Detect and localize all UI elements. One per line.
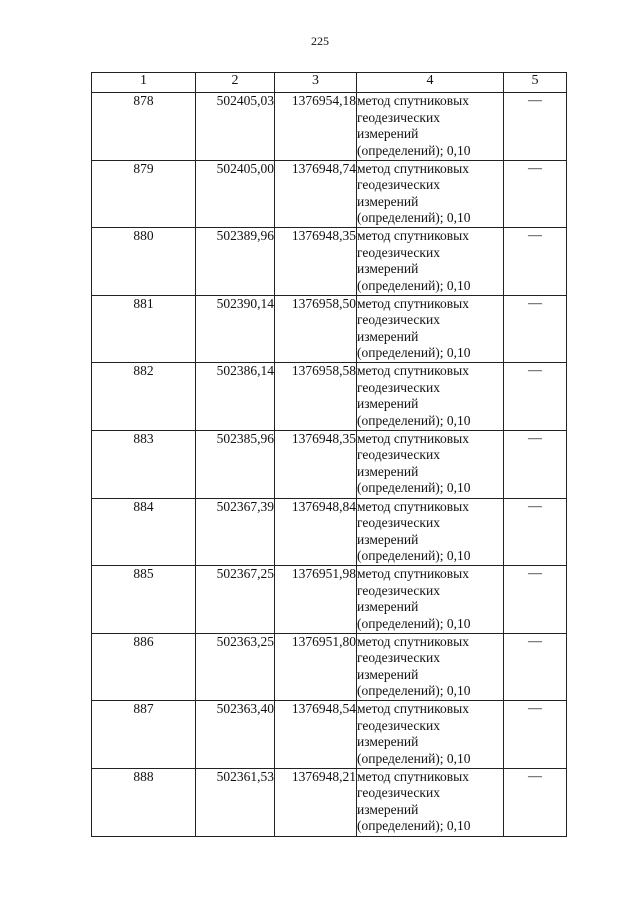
table-row (92, 498, 567, 566)
column-header-2: 2 (196, 73, 275, 93)
description-cell: — (504, 93, 567, 161)
description-cell: — (504, 295, 567, 363)
table-row (92, 633, 567, 701)
method-accuracy-cell: метод спутниковых геодезических измерений (определений); 0,10 (357, 228, 504, 296)
y-coordinate-cell: 1376948,54 (275, 701, 357, 769)
table-row (92, 295, 567, 363)
table-row (92, 160, 567, 228)
point-number-cell: 878 (92, 93, 196, 161)
method-accuracy-cell: метод спутниковых геодезических измерений (определений); 0,10 (357, 160, 504, 228)
description-cell: — (504, 701, 567, 769)
y-coordinate-cell: 1376951,80 (275, 633, 357, 701)
method-accuracy-cell: метод спутниковых геодезических измерений (определений); 0,10 (357, 363, 504, 431)
coordinates-table (91, 72, 567, 837)
y-coordinate-cell: 1376951,98 (275, 566, 357, 634)
description-cell: — (504, 768, 567, 836)
method-accuracy-cell: метод спутниковых геодезических измерений (определений); 0,10 (357, 768, 504, 836)
method-accuracy-cell: метод спутниковых геодезических измерений (определений); 0,10 (357, 430, 504, 498)
table-header-row (92, 73, 567, 93)
table-row (92, 768, 567, 836)
x-coordinate-cell: 502363,40 (196, 701, 275, 769)
description-cell: — (504, 160, 567, 228)
x-coordinate-cell: 502361,53 (196, 768, 275, 836)
table-row (92, 93, 567, 161)
table-row (92, 701, 567, 769)
y-coordinate-cell: 1376948,35 (275, 430, 357, 498)
method-accuracy-cell: метод спутниковых геодезических измерений (определений); 0,10 (357, 498, 504, 566)
y-coordinate-cell: 1376948,21 (275, 768, 357, 836)
description-cell: — (504, 363, 567, 431)
table-row (92, 430, 567, 498)
point-number-cell: 883 (92, 430, 196, 498)
point-number-cell: 879 (92, 160, 196, 228)
x-coordinate-cell: 502363,25 (196, 633, 275, 701)
method-accuracy-cell: метод спутниковых геодезических измерений (определений); 0,10 (357, 93, 504, 161)
y-coordinate-cell: 1376958,50 (275, 295, 357, 363)
column-header-4: 4 (357, 73, 504, 93)
method-accuracy-cell: метод спутниковых геодезических измерений (определений); 0,10 (357, 633, 504, 701)
column-header-1: 1 (92, 73, 196, 93)
page-number: 225 (311, 34, 329, 48)
y-coordinate-cell: 1376958,58 (275, 363, 357, 431)
column-header-3: 3 (275, 73, 357, 93)
x-coordinate-cell: 502389,96 (196, 228, 275, 296)
point-number-cell: 885 (92, 566, 196, 634)
point-number-cell: 882 (92, 363, 196, 431)
x-coordinate-cell: 502405,03 (196, 93, 275, 161)
point-number-cell: 887 (92, 701, 196, 769)
x-coordinate-cell: 502367,39 (196, 498, 275, 566)
method-accuracy-cell: метод спутниковых геодезических измерений (определений); 0,10 (357, 295, 504, 363)
description-cell: — (504, 566, 567, 634)
column-header-5: 5 (504, 73, 567, 93)
x-coordinate-cell: 502405,00 (196, 160, 275, 228)
y-coordinate-cell: 1376948,74 (275, 160, 357, 228)
description-cell: — (504, 228, 567, 296)
description-cell: — (504, 633, 567, 701)
method-accuracy-cell: метод спутниковых геодезических измерений (определений); 0,10 (357, 701, 504, 769)
table-row (92, 228, 567, 296)
point-number-cell: 888 (92, 768, 196, 836)
x-coordinate-cell: 502385,96 (196, 430, 275, 498)
y-coordinate-cell: 1376954,18 (275, 93, 357, 161)
description-cell: — (504, 498, 567, 566)
x-coordinate-cell: 502390,14 (196, 295, 275, 363)
point-number-cell: 880 (92, 228, 196, 296)
point-number-cell: 886 (92, 633, 196, 701)
description-cell: — (504, 430, 567, 498)
y-coordinate-cell: 1376948,35 (275, 228, 357, 296)
method-accuracy-cell: метод спутниковых геодезических измерений (определений); 0,10 (357, 566, 504, 634)
table-row (92, 566, 567, 634)
point-number-cell: 884 (92, 498, 196, 566)
x-coordinate-cell: 502367,25 (196, 566, 275, 634)
table-row (92, 363, 567, 431)
x-coordinate-cell: 502386,14 (196, 363, 275, 431)
y-coordinate-cell: 1376948,84 (275, 498, 357, 566)
point-number-cell: 881 (92, 295, 196, 363)
